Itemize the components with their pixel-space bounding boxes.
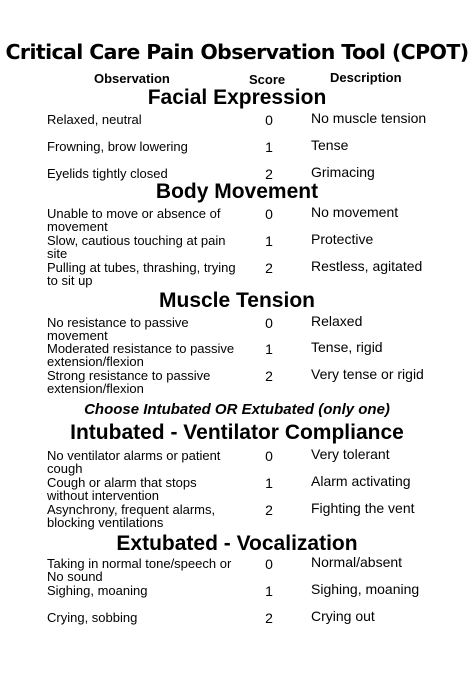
page-title: Critical Care Pain Observation Tool (CPOT): [5, 40, 469, 64]
score-cell: 2: [265, 368, 273, 384]
score-cell: 2: [265, 166, 273, 182]
column-header-description: Description: [330, 70, 402, 85]
score-cell: 1: [265, 341, 273, 357]
observation-cell: Sighing, moaning: [47, 583, 148, 598]
score-cell: 0: [265, 315, 273, 331]
score-cell: 1: [265, 475, 273, 491]
section-heading-muscle-tension: Muscle Tension: [159, 289, 315, 312]
observation-cell: Asynchrony, frequent alarms, blocking ventilations: [47, 502, 216, 530]
observation-cell: Cough or alarm that stops without intervention: [47, 475, 197, 503]
observation-cell: Strong resistance to passive extension/flexion: [47, 368, 211, 396]
description-cell: Fighting the vent: [311, 500, 415, 516]
description-cell: Very tense or rigid: [311, 366, 424, 382]
observation-cell: Eyelids tightly closed: [47, 166, 168, 181]
observation-cell: Crying, sobbing: [47, 610, 138, 625]
observation-cell: Unable to move or absence of movement: [47, 206, 221, 234]
column-header-observation: Observation: [94, 71, 170, 86]
score-cell: 1: [265, 583, 273, 599]
description-cell: Crying out: [311, 608, 375, 624]
description-cell: Tense: [311, 137, 349, 153]
description-cell: Tense, rigid: [311, 339, 383, 355]
description-cell: No muscle tension: [311, 110, 427, 126]
instruction-note: Choose Intubated OR Extubated (only one): [84, 401, 390, 418]
observation-cell: Moderated resistance to passive extension/flexion: [47, 341, 235, 369]
observation-cell: Frowning, brow lowering: [47, 139, 188, 154]
score-cell: 0: [265, 206, 273, 222]
observation-cell: Relaxed, neutral: [47, 112, 142, 127]
section-heading-body-movement: Body Movement: [155, 180, 319, 203]
score-cell: 0: [265, 556, 273, 572]
description-cell: Alarm activating: [311, 473, 411, 489]
score-cell: 0: [265, 448, 273, 464]
score-cell: 2: [265, 502, 273, 518]
column-header-score: Score: [249, 72, 286, 87]
description-cell: No movement: [311, 204, 399, 220]
section-heading-vocalization: Extubated - Vocalization: [116, 532, 358, 555]
section-heading-facial-expression: Facial Expression: [147, 86, 327, 109]
description-cell: Relaxed: [311, 313, 363, 329]
score-cell: 1: [265, 233, 273, 249]
score-cell: 2: [265, 260, 273, 276]
description-cell: Restless, agitated: [311, 258, 423, 274]
observation-cell: No resistance to passive movement: [47, 315, 189, 343]
observation-cell: No ventilator alarms or patient cough: [47, 448, 221, 476]
observation-cell: Pulling at tubes, thrashing, trying to sit up: [47, 260, 236, 288]
observation-cell: Taking in normal tone/speech or No sound: [47, 556, 232, 584]
section-heading-ventilator-compliance: Intubated - Ventilator Compliance: [70, 421, 404, 444]
observation-cell: Slow, cautious touching at pain site: [47, 233, 226, 261]
description-cell: Grimacing: [311, 164, 375, 180]
description-cell: Normal/absent: [311, 554, 403, 570]
description-cell: Very tolerant: [311, 446, 390, 462]
description-cell: Protective: [311, 231, 374, 247]
score-cell: 2: [265, 610, 273, 626]
description-cell: Sighing, moaning: [311, 581, 420, 597]
score-cell: 0: [265, 112, 273, 128]
score-cell: 1: [265, 139, 273, 155]
